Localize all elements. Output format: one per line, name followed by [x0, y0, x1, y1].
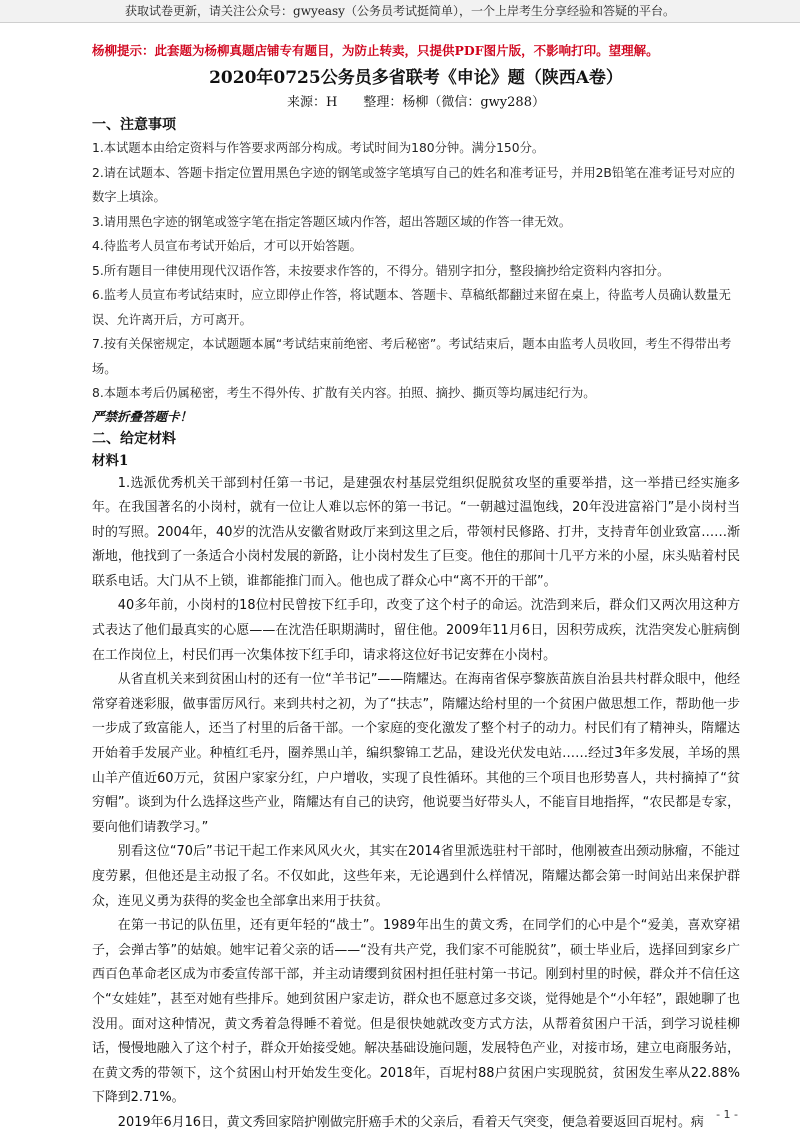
note-item: 2.请在试题本、答题卡指定位置用黑色字迹的钢笔或签字笔填写自己的姓名和准考证号，并用2B铅笔在准考证号对应的数字上填涂。: [92, 165, 735, 204]
section-heading-materials: 二、给定材料: [92, 430, 176, 447]
document-page: [92, 28, 740, 1136]
note-item: 7.按有关保密规定，本试题题本属“考试结束前绝密、考后秘密”。考试结束后，题本由监考人员收回，考生不得带出考场。: [92, 337, 732, 376]
material-paragraph: 1.选派优秀机关干部到村任第一书记，是建强农村基层党组织促脱贫攻坚的重要举措，这一举措已经实施多年。在我国著名的小岗村，就有一位让人难以忘怀的第一书记。“一朝越过温饱线，20年没进富裕门”是小岗村当时的写照。2004年，40岁的沈浩从安徽省财政厅来到这里之后，带领村民修路、打井，支持青年创业致富……渐渐地，他找到了一条适合小岗村发展的新路，让小岗村发生了巨变。他住的那间十几平方米的小屋，床头贴着村民联系电话。大门从不上锁，谁都能推门而入。他也成了群众心中“离不开的干部”。: [92, 475, 740, 589]
page-title: 2020年0725公务员多省联考《申论》题（陕西A卷）: [209, 68, 623, 88]
material-paragraph: 从省直机关来到贫困山村的还有一位“羊书记”——隋耀达。在海南省保亭黎族苗族自治县共村群众眼中，他经常穿着迷彩服，做事雷厉风行。来到共村之初，为了“扶志”，隋耀达给村里的一个贫困户做思想工作，帮助他一步一步成了致富能人，还当了村里的后备干部。一个家庭的变化激发了整个村子的动力。村民们有了精神头，隋耀达开始着手发展产业。种植红毛丹，圈养黑山羊，编织黎锦工艺品，建设光伏发电站……经过3年多发展，羊场的黑山羊产值近60万元，贫困户家家分红，户户增收，实现了良性循环。其他的三个项目也形势喜人，共村摘掉了“贫穷帽”。谈到为什么选择这些产业，隋耀达有自己的诀窍，他说要当好带头人，不能盲目地指挥，“农民都是专家，要向他们请教学习。”: [92, 672, 740, 835]
material-title: 材料1: [92, 452, 129, 469]
note-item: 5.所有题目一律使用现代汉语作答，未按要求作答的，不得分。错别字扣分，整段摘抄给定资料内容扣分。: [92, 263, 670, 278]
warning-notice: 杨柳提示：此套题为杨柳真题店铺专有题目，为防止转卖，只提供PDF图片版，不影响打印。望理解。: [92, 43, 659, 58]
strict-warning: 严禁折叠答题卡！: [92, 408, 193, 424]
material-paragraph: 2019年6月16日，黄文秀回家陪护刚做完肝癌手术的父亲后，看着天气突变，便急着要返回百坭村。病: [117, 1114, 704, 1130]
note-item: 4.待监考人员宣布考试开始后，才可以开始答题。: [92, 239, 362, 253]
page-number: - 1 -: [716, 1108, 738, 1121]
material-paragraph: 在第一书记的队伍里，还有更年轻的“战士”。1989年出生的黄文秀，在同学们的心中是个“爱美，喜欢穿裙子，会弹古筝”的姑娘。她牢记着父亲的话——“没有共产党，我们家不可能脱贫”，硕士毕业后，选择回到家乡广西百色革命老区成为市委宣传部干部，并主动请缨到贫困村担任驻村第一书记。刚到村里的时候，群众并不信任这个“女娃娃”，甚至对她有些排斥。她到贫困户家走访，群众也不愿意过多交谈，觉得她是个“小年轻”，跟她聊了也没用。面对这种情况，黄文秀着急得睡不着觉。但是很快她就改变方式方法，从帮着贫困户干活，到学习说桂柳话，慢慢地融入了这个村子，群众开始接受她。解决基础设施问题，发展特色产业，对接市场，建立电商服务站，在黄文秀的带领下，这个贫困山村开始发生变化。2018年，百坭村88户贫困户实现脱贫，贫困发生率从22.88%下降到2.71%。: [92, 918, 740, 1106]
material-paragraph: 别看这位“70后”书记干起工作来风风火火，其实在2014省里派选驻村干部时，他刚被查出颈动脉瘤，不能过度劳累，但他还是主动报了名。不仅如此，这些年来，无论遇到什么样情况，隋耀达都会第一时间站出来保护群众，连见义勇为获得的奖金也全部拿出来用于扶贫。: [92, 844, 740, 909]
section-heading-notes: 一、注意事项: [92, 117, 176, 133]
note-item: 8.本题本考后仍属秘密，考生不得外传、扩散有关内容。拍照、摘抄、撕页等均属违纪行为。: [92, 386, 596, 400]
top-banner: 获取试卷更新，请关注公众号：gwyeasy（公务员考试挺简单），一个上岸考生分享经验和答疑的平台。: [0, 0, 800, 23]
note-item: 3.请用黑色字迹的钢笔或签字笔在指定答题区域内作答，超出答题区域的作答一律无效。: [92, 214, 572, 229]
note-item: 1.本试题本由给定资料与作答要求两部分构成。考试时间为180分钟。满分150分。: [92, 141, 545, 155]
note-item: 6.监考人员宣布考试结束时，应立即停止作答，将试题本、答题卡、草稿纸都翻过来留在桌上，待监考人员确认数量无误、允许离开后，方可离开。: [92, 288, 731, 327]
source-line: 来源：H 整理：杨柳（微信：gwy288）: [287, 95, 545, 110]
material-paragraph: 40多年前，小岗村的18位村民曾按下红手印，改变了这个村子的命运。沈浩到来后，群众们又两次用这种方式表达了他们最真实的心愿——在沈浩任职期满时，留住他。2009年11月6日，因积劳成疾，沈浩突发心脏病倒在工作岗位上，村民们再一次集体按下红手印，请求将这位好书记安葬在小岗村。: [92, 598, 740, 663]
